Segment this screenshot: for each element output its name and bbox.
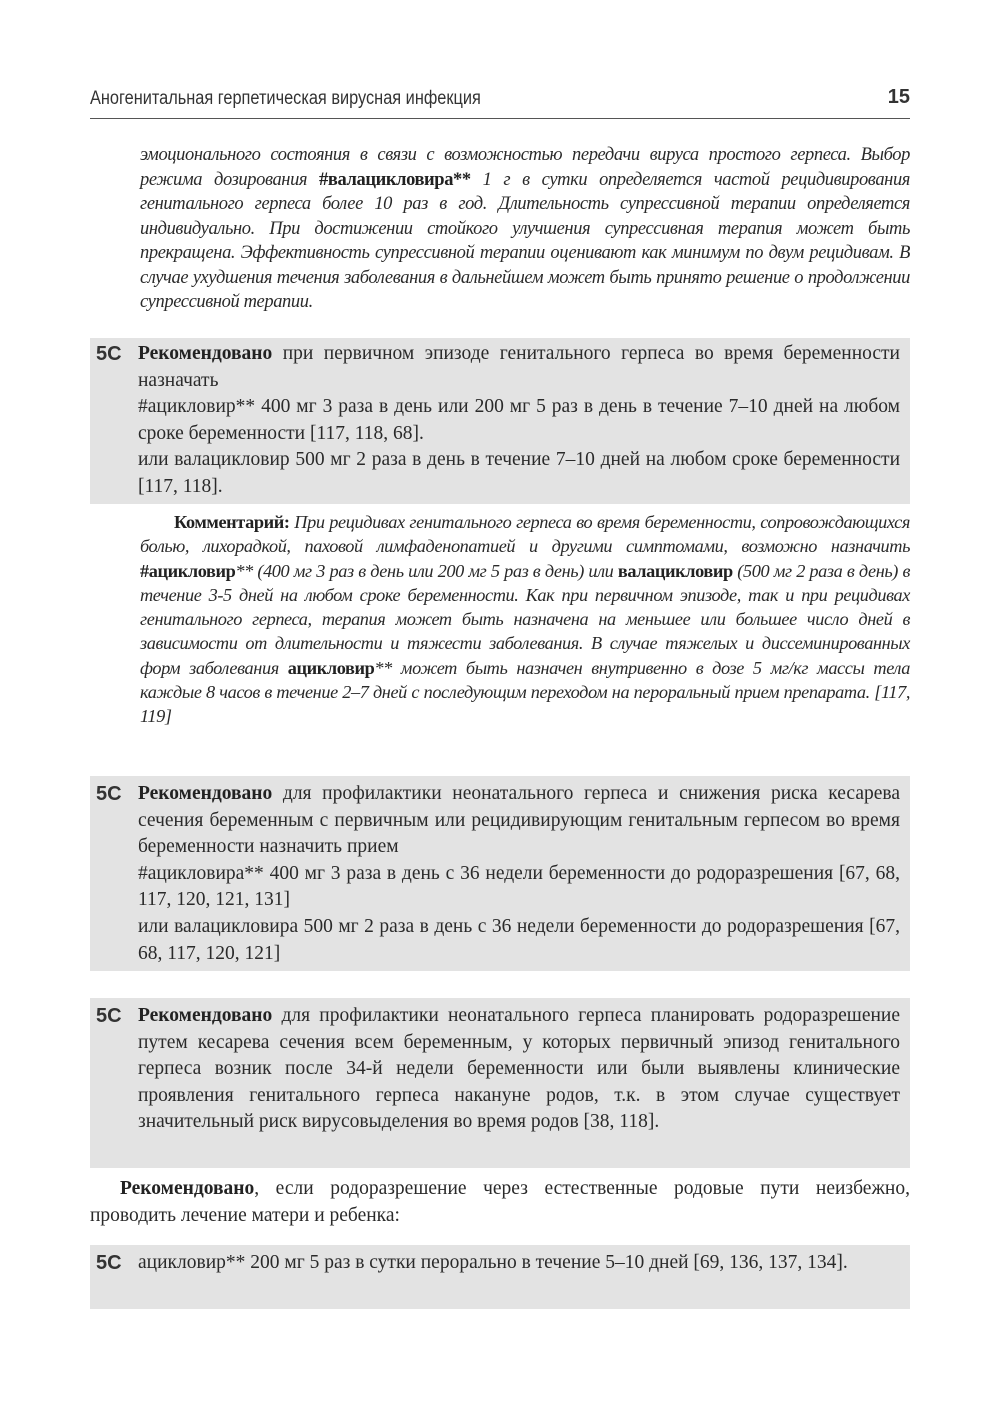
text: эмоционального состояния в связи с возможностью передачи вируса простого герпеса. Выбор режима дозирования [140, 145, 910, 190]
comment-label: Комментарий: [174, 512, 290, 532]
intro-comment-paragraph [140, 143, 910, 315]
recommendation-text [138, 1003, 900, 1136]
text: для профилактики неонатального герпеса и снижения риска кесарева сечения беременным с первичным или рецидивирующим генитальным герпесом во время беременности назначить прием [138, 783, 900, 858]
recommended-label: Рекомендовано [138, 783, 273, 804]
running-header-title: Аногенитальная герпетическая вирусная инфекция [90, 88, 481, 109]
recommended-label: Рекомендовано [138, 343, 273, 364]
evidence-level: 5C [96, 1252, 122, 1274]
text: 1 г в сутки определяется частой рецидивирования генитального герпеса более 10 раз в год. Длительность супрессивной терапии определяется индивидуально. При достижении стойкого улучшения супрессивная терапия может быть прекращена. Эффективность супрессивной терапии оценивают как минимум по двум рецидивам. В случае ухудшения течения заболевания в дальнейшем может быть принято решение о продолжении супрессивной терапии. [140, 169, 910, 312]
drug-name: #валацикловира** [319, 169, 471, 190]
text: ** (400 мг 3 раз в день или 200 мг 5 раз в день) или [235, 560, 618, 581]
recommendation-box-2 [90, 776, 910, 971]
recommended-label: Рекомендовано [120, 1178, 255, 1199]
recommended-label: Рекомендовано [138, 1005, 273, 1026]
drug-name: валацикловир [617, 560, 733, 581]
text: При рецидивах генитального герпеса во время беременности, сопровождающихся болью, лихорадкой, паховой лимфаденопатией и другими симптомами, возможно назначить [140, 512, 910, 557]
text: для профилактики неонатального герпеса планировать родоразрешение путем кесарева сечения всем беременным, у которых первичный эпизод генитального герпеса возник после 34-й недели беременности или были выявлены клинические проявления генитального герпеса накануне родов, т.к. в этом случае существует значительный риск вирусовыделения во время родов [38, 118]. [138, 1005, 900, 1133]
text: , если родоразрешение через естественные родовые пути неизбежно, проводить лечение матери и ребенка: [90, 1178, 910, 1226]
text: #ацикловира** 400 мг 3 раза в день с 36 недели беременности до родоразрешения [67, 68, 117, 120, 121, 131] [138, 862, 900, 911]
text: или валацикловира 500 мг 2 раза в день с 36 недели беременности до родоразрешения [67, 68, 117, 120, 121] [138, 915, 900, 964]
text: или валацикловир 500 мг 2 раза в день в течение 7–10 дней на любом сроке беременности [117, 118]. [138, 449, 900, 497]
evidence-level: 5C [96, 783, 122, 805]
evidence-level: 5C [96, 1005, 122, 1027]
body-paragraph [90, 1175, 910, 1229]
page-number: 15 [887, 86, 910, 108]
drug-name: #ацикловир [140, 560, 236, 581]
comment-paragraph [140, 510, 910, 729]
text: ** может быть назначен внутривенно в дозе 5 мг/кг массы тела каждые 8 часов в течение 2–7 дней с последующим переходом на пероральный прием препарата. [117, 119] [140, 657, 910, 727]
recommendation-text [138, 341, 900, 501]
text: (500 мг 2 раза в день) в течение 3-5 дней на любом сроке беременности. Как при первичном эпизоде, так и при рецидивах генитального герпеса, терапия может быть назначена на меньшее или большее число дней в зависимости от длительности и тяжести заболевания. В случае тяжелых и диссеминированных форм заболевания [140, 560, 910, 678]
running-header [90, 84, 910, 119]
recommendation-box-3 [90, 998, 910, 1168]
evidence-level: 5C [96, 343, 122, 365]
text: #ацикловир** 400 мг 3 раза в день или 200 мг 5 раз в день в течение 7–10 дней на любом сроке беременности [117, 118, 68]. [138, 396, 900, 444]
drug-name: ацикловир [287, 657, 375, 678]
recommendation-text: ацикловир** 200 мг 5 раз в сутки перорально в течение 5–10 дней [69, 136, 137, 134]. [138, 1252, 848, 1273]
recommendation-box-1 [90, 338, 910, 504]
recommendation-box-4 [90, 1245, 910, 1309]
recommendation-text [138, 781, 900, 967]
text: при первичном эпизоде генитального герпеса во время беременности назначать [138, 343, 900, 391]
